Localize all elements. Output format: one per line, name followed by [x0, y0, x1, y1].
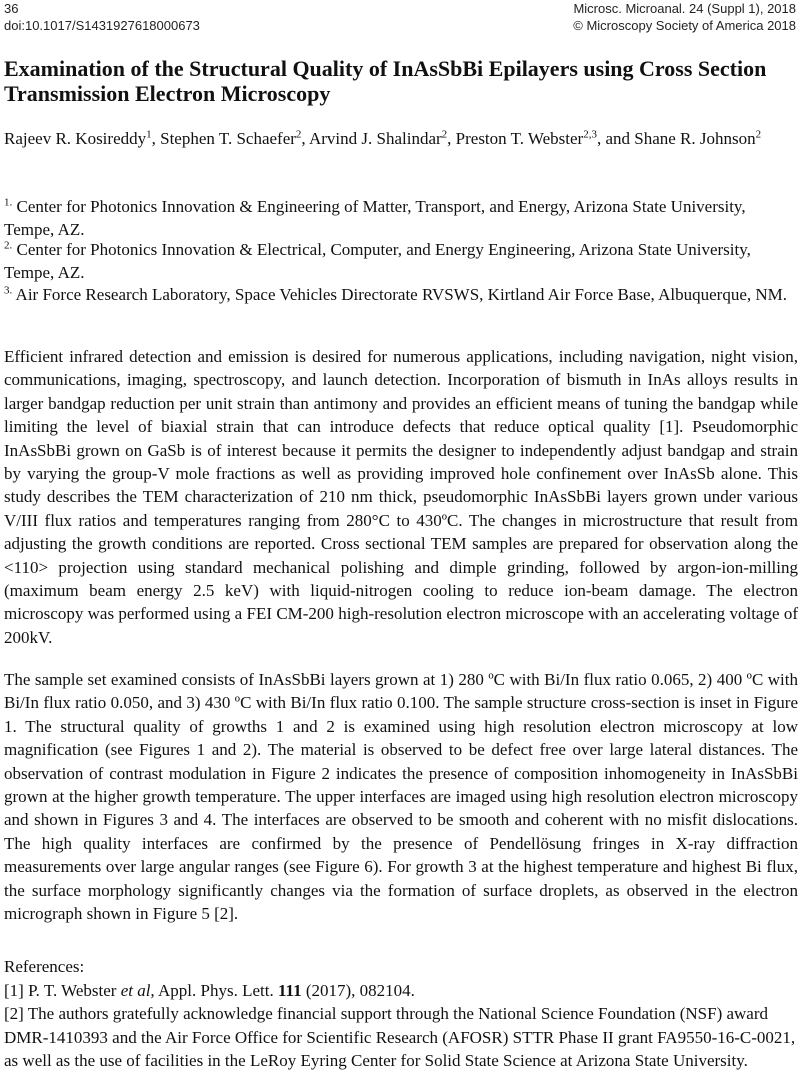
- affiliation-text: Air Force Research Laboratory, Space Vehicles Directorate RVSWS, Kirtland Air Force Base, Albuquerque, NM.: [12, 285, 788, 304]
- affiliation-1: [4, 195, 796, 241]
- reference-2: [2] The authors gratefully acknowledge financial support through the National Science Foundation (NSF) award DMR-1410393 and the Air Force Office for Scientific Research (AFOSR) STTR Phase II grant FA9550-16-C-0021, as well as the use of facilities in the LeRoy Eyring Center for Solid State Science at Arizona State University.: [4, 1004, 796, 1070]
- ref1-details: (2017), 082104.: [301, 980, 415, 1000]
- author-name: , Arvind J. Shalindar: [301, 129, 442, 148]
- author-affil-mark: 2,3: [583, 128, 597, 141]
- affiliation-mark: 2.: [4, 239, 13, 252]
- affiliation-2: [4, 238, 796, 284]
- body-paragraph-1: Efficient infrared detection and emission is desired for numerous applications, including navigation, night vision, communications, imaging, spectroscopy, and launch detection. Incorporation of bismuth in InAs alloys results in larger bandgap reduction per unit strain than antimony and provides an efficient means of tuning the bandgap while limiting the level of biaxial strain that can introduce defects that reduce optical quality [1]. Pseudomorphic InAsSbBi grown on GaSb is of interest because it permits the designer to independently adjust bandgap and strain by varying the group-V mole fractions as well as providing improved hole confinement over InAsSb alone. This study describes the TEM characterization of 210 nm thick, pseudomorphic InAsSbBi layers grown under various V/III flux ratios and temperatures ranging from 280°C to 430ºC. The changes in microstructure that result from adjusting the growth conditions are reported. Cross sectional TEM samples are prepared for observation along the <110> projection using standard mechanical polishing and dimple grinding, followed by argon-ion-milling (maximum beam energy 2.5 keV) with liquid-nitrogen cooling to reduce ion-beam damage. The electron microscopy was performed using a FEI CM-200 high-resolution electron microscope with an accelerating voltage of 200kV.: [4, 347, 798, 647]
- body-paragraph-2: The sample set examined consists of InAsSbBi layers grown at 1) 280 ºC with Bi/In flux ratio 0.065, 2) 400 ºC with Bi/In flux ratio 0.050, and 3) 430 ºC with Bi/In flux ratio 0.100. The sample structure cross-section is inset in Figure 1. The structural quality of growths 1 and 2 is examined using high resolution electron microscopy at low magnification (see Figures 1 and 2). The material is observed to be defect free over large lateral distances. The observation of contrast modulation in Figure 2 indicates the presence of composition inhomogeneity in InAsSbBi grown at the higher growth temperature. The upper interfaces are imaged using high resolution electron microscopy and shown in Figures 3 and 4. The interfaces are observed to be smooth and coherent with no misfit dislocations. The high quality interfaces are confirmed by the presence of Pendellösung fringes in X-ray diffraction measurements over large angular ranges (see Figure 6). For growth 3 at the highest temperature and highest Bi flux, the surface morphology significantly changes via the formation of surface droplets, as observed in the electron micrograph shown in Figure 5 [2].: [4, 670, 798, 924]
- ref1-etal: et al,: [120, 980, 155, 1000]
- affiliation-text: Center for Photonics Innovation & Engineering of Matter, Transport, and Energy, Arizona State University, Tempe, AZ.: [4, 197, 746, 239]
- author-affil-mark: 1: [146, 128, 152, 141]
- author-affil-mark: 2: [441, 128, 448, 141]
- affiliation-mark: 3.: [4, 284, 13, 297]
- author-name: , Stephen T. Schaefer: [151, 129, 296, 148]
- ref1-volume: 111: [277, 980, 302, 1000]
- author-name: , and Shane R. Johnson: [596, 129, 756, 148]
- references: [4, 955, 798, 1073]
- author-name: Rajeev R. Kosireddy: [4, 129, 147, 148]
- journal-citation: Microsc. Microanal. 24 (Suppl 1), 2018: [573, 1, 796, 16]
- ref1-journal: Appl. Phys. Lett.: [154, 980, 278, 1000]
- paper-title: Examination of the Structural Quality of InAsSbBi Epilayers using Cross Section Transmission Electron Microscopy: [4, 56, 767, 106]
- affiliation-3: [4, 283, 796, 306]
- copyright: © Microscopy Society of America 2018: [573, 18, 796, 33]
- author-name: , Preston T. Webster: [447, 129, 584, 148]
- ref1-authors: [1] P. T. Webster: [4, 980, 121, 1000]
- author-affil-mark: 2: [755, 128, 762, 141]
- affiliation-text: Center for Photonics Innovation & Electrical, Computer, and Energy Engineering, Arizona State University, Tempe, AZ.: [4, 240, 751, 282]
- page-number: 36: [4, 1, 19, 16]
- author-list: [4, 127, 796, 151]
- doi: doi:10.1017/S1431927618000673: [4, 18, 200, 33]
- author-affil-mark: 2: [295, 128, 302, 141]
- references-heading: References:: [4, 957, 85, 976]
- affiliation-mark: 1.: [4, 196, 13, 209]
- reference-1: [4, 979, 798, 1003]
